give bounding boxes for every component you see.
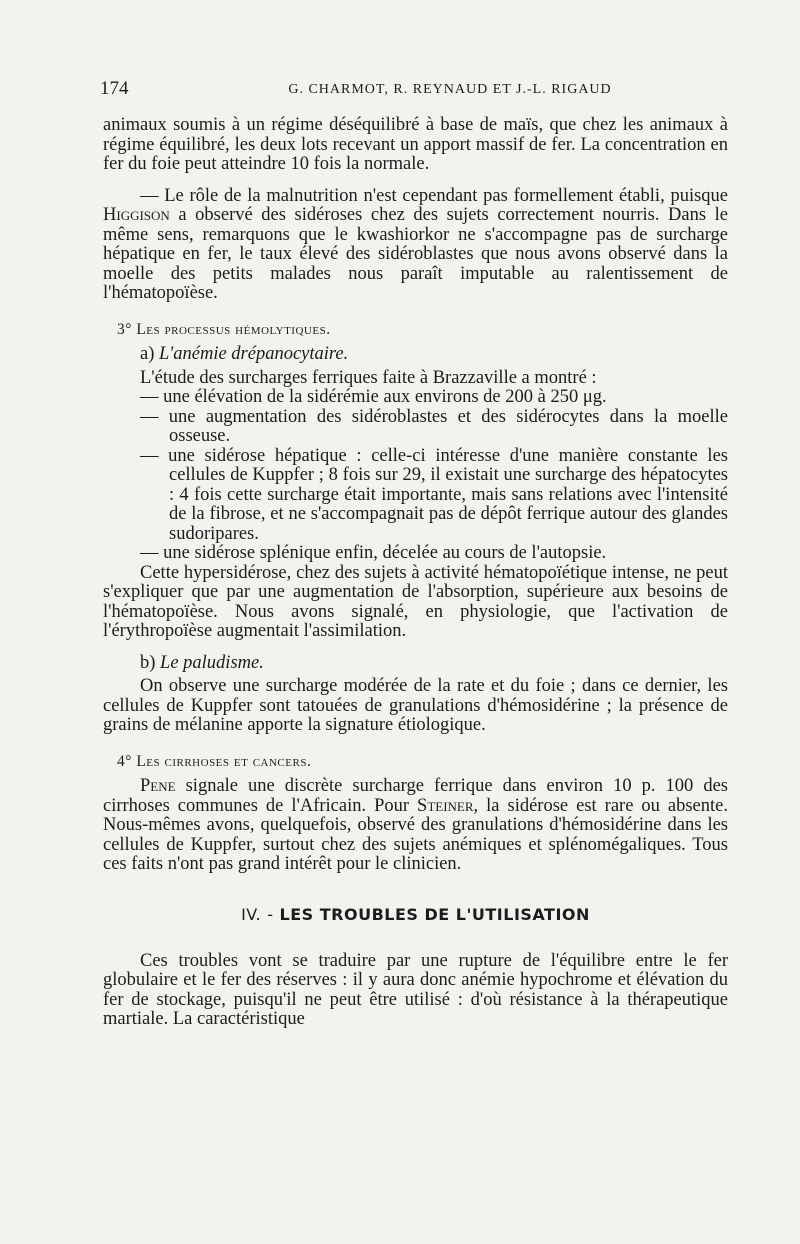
section-number: 4° (117, 752, 132, 770)
section-title: Les processus hémolytiques. (136, 320, 331, 338)
subsection-label: b) (140, 652, 156, 673)
section-title: Les cirrhoses et cancers. (136, 752, 312, 770)
body-text (103, 116, 728, 1030)
list-item: — une sidérose hépatique : celle-ci intéresse d'une manière constante les cellules de Kuppfer ; 8 fois sur 29, il existait une surcharge des hépatocytes : 4 fois cette surcharge était importante, mais sans relations avec l'intensité de la fibrose, et ne s'accompagnait pas de dépôt ferrique autour des glandes sudoripares. (140, 445, 728, 544)
author-name: Pene (140, 776, 176, 796)
paragraph-text: signale une discrète surcharge ferrique dans environ 10 p. 100 des cirrhoses communes de l'Africain. Pour (103, 776, 728, 816)
paragraph-continuation: animaux soumis à un régime déséquilibré à base de maïs, que chez les animaux à régime équilibré, les deux lots recevant un apport massif de fer. La concentration en fer du foie peut atteindre 10 fois la normale. (103, 115, 728, 174)
page-number: 174 (100, 78, 129, 99)
chapter-heading (103, 905, 728, 924)
author-name: Steiner (417, 795, 474, 816)
section-number: 3° (117, 320, 132, 338)
subsection-heading-a (103, 345, 728, 365)
list-item: — une élévation de la sidérémie aux environs de 200 à 250 μg. (140, 387, 607, 407)
section-heading-4 (103, 752, 728, 772)
paragraph-paludisme: On observe une surcharge modérée de la rate et du foie ; dans ce dernier, les cellules de Kuppfer sont tatouées de granulations d'hémosidérine ; la présence de grains de mélanine apporte la signature étiologique. (103, 676, 728, 735)
author-name: Higgison (103, 205, 170, 225)
chapter-numeral: IV. (241, 904, 262, 924)
chapter-dash: - (267, 904, 274, 924)
subsection-label: a) (140, 344, 155, 364)
chapter-title: LES TROUBLES DE L'UTILISATION (279, 904, 590, 924)
running-title: G. CHARMOT, R. REYNAUD ET J.-L. RIGAUD (288, 82, 612, 97)
paragraph-text: a observé des sidéroses chez des sujets correctement nourris. Dans le même sens, remarquons que le kwashiorkor ne s'accompagne pas de surcharge hépatique en fer, le taux élevé des sidéroblastes que nous avons observé dans la moelle des petits malades nous paraît imputable au ralentissement de l'hématopoïèse. (103, 205, 728, 303)
subsection-heading-b (103, 654, 728, 674)
subsection-title: L'anémie drépanocytaire. (159, 344, 349, 364)
paragraph-brazzaville: L'étude des surcharges ferriques faite à Brazzaville a montré : (140, 367, 597, 388)
section-heading-3 (103, 320, 728, 340)
paragraph-troubles: Ces troubles vont se traduire par une rupture de l'équilibre entre le fer globulaire et le fer des réserves : il y aura donc anémie hypochrome et élévation du fer de stockage, puisqu'il ne peut être utilisé : d'où résistance à la thérapeutique martiale. La caractéristique (103, 950, 728, 1029)
list-item: — une sidérose splénique enfin, décelée au cours de l'autopsie. (140, 543, 607, 563)
paragraph-hypersiderose: Cette hypersidérose, chez des sujets à activité hématopoïétique intense, ne peut s'expliquer que par une augmentation de l'absorption, supérieure aux besoins de l'hématopoïèse. Nous avons signalé, en physiologie, que l'activation de l'érythropoïèse augmentait l'assimilation. (103, 562, 728, 641)
list-item: — une augmentation des sidéroblastes et des sidérocytes dans la moelle osseuse. (140, 406, 728, 446)
paragraph-text: — Le rôle de la malnutrition n'est cependant pas formellement établi, puisque (140, 185, 728, 206)
subsection-title: Le paludisme. (160, 652, 264, 673)
paragraph-malnutrition (103, 187, 728, 304)
paragraph-text: , la sidérose est rare ou absente. Nous-mêmes avons, quelquefois, observé des granulations d'hémosidérine dans les cellules de Kuppfer, surtout chez des sujets anémiques et splénomégaliques. Tous ces faits n'ont pas grand intérêt pour le clinicien. (103, 795, 728, 874)
paragraph-cirrhoses (103, 777, 728, 875)
page-header (100, 78, 730, 104)
